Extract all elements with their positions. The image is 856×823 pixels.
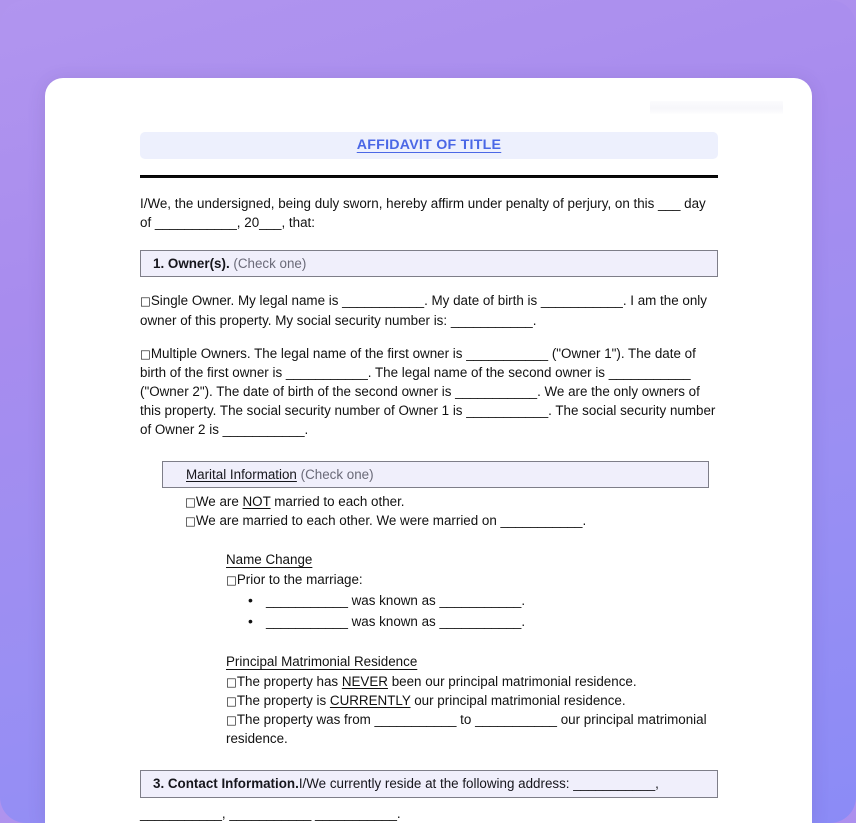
checkbox-icon[interactable]: □ [185,514,196,529]
section-header-marital-information [162,461,709,488]
option-residence-date-range[interactable] [226,710,718,748]
option-residence-never-suffix: been our principal matrimonial residence. [387,674,637,690]
section-owners-number: 1. [153,256,165,272]
name-change-prompt: Prior to the marriage: [236,572,363,588]
section-header-contact-information [140,770,718,797]
document-page [45,78,812,823]
checkbox-icon[interactable]: □ [226,573,237,588]
section-contact-heading: 3. Contact Information. [153,776,299,792]
document-title-banner [140,132,718,159]
option-not-married-suffix: married to each other. [270,494,405,510]
intro-paragraph: I/We, the undersigned, being duly sworn, hereby affirm under penalty of perjury, on this ___ day of ___________, 20___, that: [140,196,706,231]
section-header-owners [140,250,718,277]
title-divider-rule [140,175,718,178]
checkbox-icon[interactable]: □ [140,346,151,361]
option-residence-currently-emphasis: CURRENTLY [329,693,411,709]
option-married-text: We are married to each other. We were married on ___________. [195,513,587,529]
name-change-bullet-list [248,591,718,632]
section-contact-continuation: ___________, ___________ ___________. [140,805,401,821]
option-married[interactable] [185,511,718,530]
document-body [140,78,718,823]
checkbox-icon[interactable]: □ [226,713,237,728]
option-single-owner-text: Single Owner. My legal name is ___________. My date of birth is ___________. I am the only owner of this property. My social security number is: ___________. [140,293,707,328]
option-residence-never[interactable] [226,672,718,691]
option-not-married[interactable] [185,492,718,511]
subsection-principal-matrimonial-residence [226,652,718,748]
section-contact-text: I/We currently reside at the following address: ___________, [298,776,659,792]
option-residence-currently[interactable] [226,691,718,710]
subsection-name-change [226,550,718,632]
marital-heading: Marital Information [186,466,297,482]
document-card [45,78,812,823]
option-residence-never-emphasis: NEVER [341,674,388,690]
name-change-heading: Name Change [226,552,313,568]
option-residence-date-range-text: The property was from ___________ to ___________ our principal matrimonial residence. [226,712,707,747]
option-not-married-prefix: We are [195,494,243,510]
option-residence-never-prefix: The property has [236,674,342,690]
option-multiple-owners[interactable] [140,344,718,439]
option-multiple-owners-text: Multiple Owners. The legal name of the first owner is ___________ ("Owner 1"). The date of birth of the first owner is ___________. The legal name of the second owner is ___________ ("Owner 2"). The date of birth of the second owner is ___________. We are the only owners of this property. The social security number of Owner 1 is ___________. The social security number of Owner 2 is ___________. [140,345,716,437]
checkbox-icon[interactable]: □ [140,294,151,309]
marital-check-hint: (Check one) [300,466,374,482]
option-residence-currently-suffix: our principal matrimonial residence. [410,693,626,709]
section-owners-heading: Owner(s). [167,256,230,272]
marital-options [185,492,718,530]
option-single-owner[interactable] [140,291,718,329]
option-not-married-emphasis: NOT [242,494,271,510]
list-item: • ___________ was known as ___________. [248,591,718,611]
checkbox-icon[interactable]: □ [185,495,196,510]
checkbox-icon[interactable]: □ [226,675,237,690]
page-title: AFFIDAVIT OF TITLE [356,136,502,153]
checkbox-icon[interactable]: □ [226,694,237,709]
option-residence-currently-prefix: The property is [236,693,330,709]
section-owners-check-hint: (Check one) [233,256,307,272]
list-item: • ___________ was known as ___________. [248,612,718,632]
matrimonial-residence-heading: Principal Matrimonial Residence [226,654,418,670]
option-prior-to-marriage[interactable] [226,570,718,589]
